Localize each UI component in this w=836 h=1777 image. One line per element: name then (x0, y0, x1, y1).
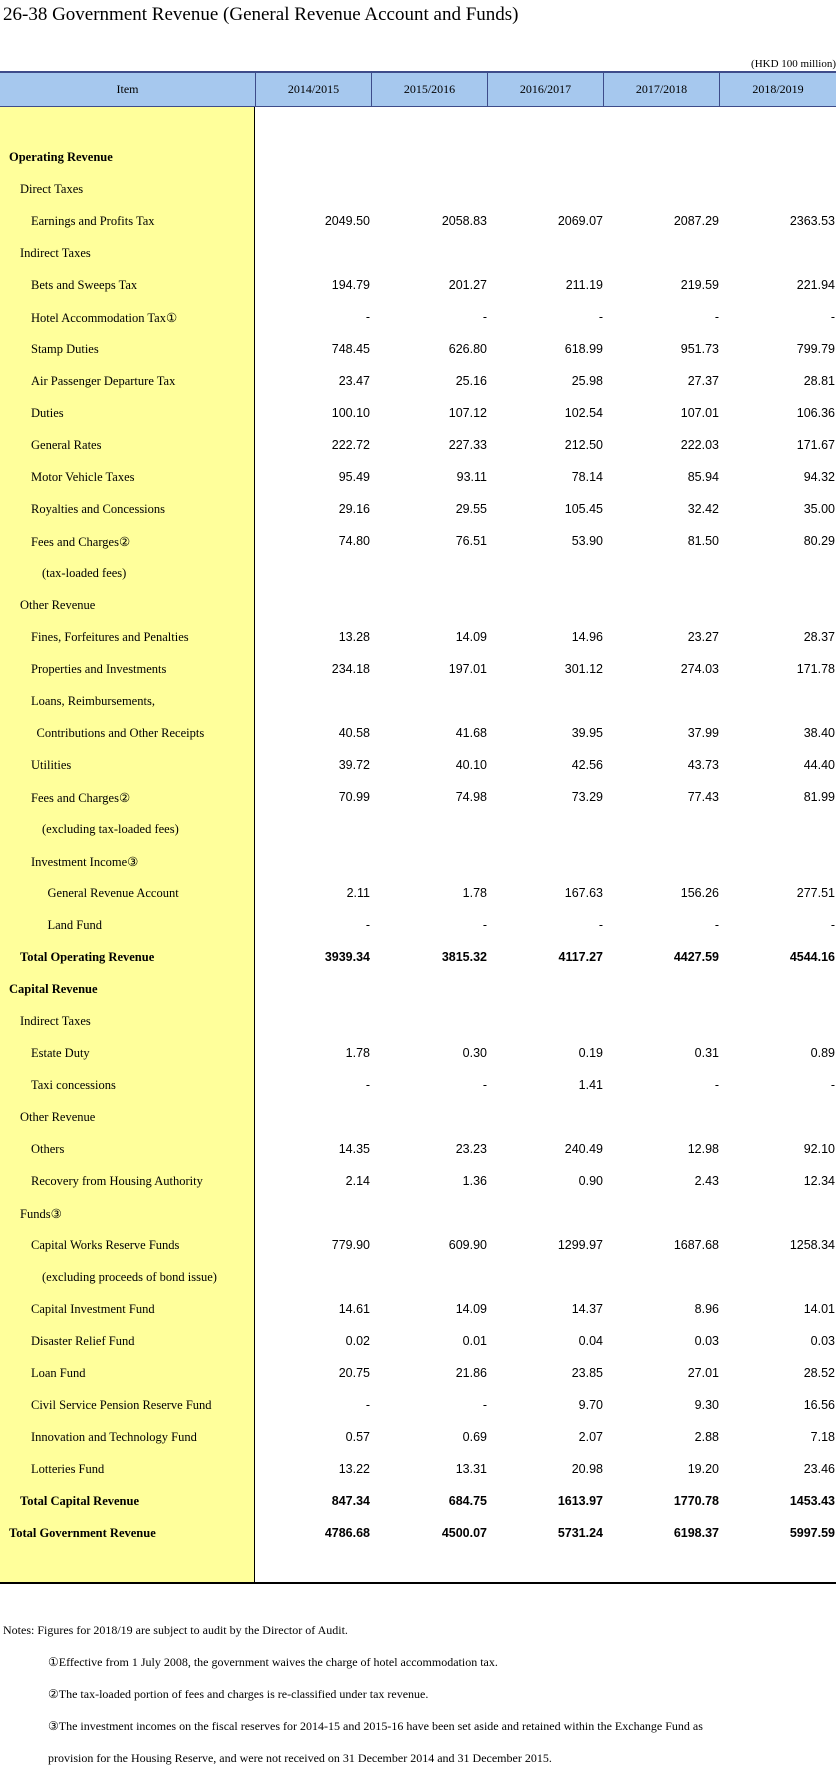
row-value: 38.40 (803, 726, 835, 740)
row-label: Earnings and Profits Tax (31, 214, 155, 228)
row-label: General Revenue Account (47, 886, 179, 900)
row-value: 100.10 (331, 406, 370, 420)
row-value: 194.79 (331, 278, 370, 292)
header-year-2015-2016: 2015/2016 (371, 73, 487, 106)
row-value: 39.72 (338, 758, 370, 772)
row-value: 74.80 (338, 534, 370, 548)
row-value: 0.01 (462, 1334, 487, 1348)
row-value: 12.98 (687, 1142, 719, 1156)
row-value: 93.11 (456, 470, 487, 484)
row-label: Motor Vehicle Taxes (31, 470, 135, 484)
row-label: Royalties and Concessions (31, 502, 166, 516)
table-row (0, 1166, 836, 1198)
row-value: 951.73 (680, 342, 719, 356)
row-value: 107.01 (680, 406, 719, 420)
row-value: 13.28 (338, 630, 370, 644)
row-value: 14.09 (455, 630, 487, 644)
row-value: - (714, 918, 719, 932)
row-label: Contributions and Other Receipts (36, 726, 205, 740)
row-value: 779.90 (331, 1238, 370, 1252)
row-label: (tax-loaded fees) (42, 566, 127, 580)
row-value: 76.51 (455, 534, 487, 548)
row-value: 171.78 (796, 662, 835, 676)
header-year-2017-2018: 2017/2018 (603, 73, 719, 106)
row-value: 1687.68 (673, 1238, 719, 1252)
row-value: 156.26 (680, 886, 719, 900)
row-value: 81.50 (687, 534, 719, 548)
row-label: Innovation and Technology Fund (31, 1430, 197, 1444)
row-value: 2.11 (346, 886, 370, 900)
row-label: Loan Fund (31, 1366, 86, 1380)
row-value: 222.72 (331, 438, 370, 452)
row-label: Utilities (31, 758, 72, 772)
table-row (0, 142, 836, 174)
row-value: 2.43 (694, 1174, 719, 1188)
row-value: 35.00 (803, 502, 835, 516)
table-row (0, 1262, 836, 1294)
row-value: 4117.27 (558, 950, 603, 964)
row-value: - (482, 1398, 487, 1412)
row-value: 618.99 (564, 342, 603, 356)
row-value: 1.36 (462, 1174, 487, 1188)
row-label: Taxi concessions (31, 1078, 116, 1092)
table-row (0, 1198, 836, 1230)
row-value: 40.10 (455, 758, 487, 772)
table-bottom-rule (0, 1582, 836, 1584)
row-value: 77.43 (687, 790, 719, 804)
table-row (0, 1358, 836, 1390)
row-value: 13.22 (338, 1462, 370, 1476)
row-value: 7.18 (810, 1430, 835, 1444)
row-value: 94.32 (803, 470, 835, 484)
row-value: 1299.97 (557, 1238, 603, 1252)
row-value: 4544.16 (789, 950, 835, 964)
table-row (0, 526, 836, 558)
row-value: 41.68 (455, 726, 487, 740)
row-value: 70.99 (338, 790, 370, 804)
row-label: Recovery from Housing Authority (31, 1174, 203, 1188)
table-row (0, 366, 836, 398)
table-row (0, 1326, 836, 1358)
row-value: 2087.29 (673, 214, 719, 228)
row-value: 14.61 (338, 1302, 370, 1316)
header-item: Item (116, 82, 139, 96)
header-year-2018-2019: 2018/2019 (719, 73, 836, 106)
row-value: - (714, 1078, 719, 1092)
table-row (0, 910, 836, 942)
row-value: 227.33 (448, 438, 487, 452)
row-value: 95.49 (338, 470, 370, 484)
row-value: 20.75 (338, 1366, 370, 1380)
row-value: 2.88 (694, 1430, 719, 1444)
row-value: 39.95 (571, 726, 603, 740)
table-row (0, 1390, 836, 1422)
table-row (0, 846, 836, 878)
row-value: 29.55 (455, 502, 487, 516)
note-3-continued: provision for the Housing Reserve, and were not received on 31 December 2014 and 31 December 2015. (48, 1751, 552, 1765)
row-label: Duties (31, 406, 64, 420)
row-value: - (365, 1398, 370, 1412)
header-year-2014-2015: 2014/2015 (255, 73, 371, 106)
row-value: 684.75 (448, 1494, 487, 1508)
row-value: 3939.34 (324, 950, 370, 964)
row-value: 221.94 (796, 278, 835, 292)
row-value: 85.94 (687, 470, 719, 484)
row-value: - (482, 1078, 487, 1092)
row-value: 301.12 (564, 662, 603, 676)
row-value: - (365, 1078, 370, 1092)
row-value: - (830, 310, 835, 324)
row-label: Operating Revenue (9, 150, 113, 164)
row-label: Total Operating Revenue (20, 950, 155, 964)
row-label: Capital Investment Fund (31, 1302, 155, 1316)
row-label: Total Capital Revenue (20, 1494, 139, 1508)
row-label: Bets and Sweeps Tax (31, 278, 138, 292)
row-value: 14.37 (571, 1302, 603, 1316)
table-row (0, 462, 836, 494)
row-value: 1.41 (578, 1078, 603, 1092)
table-row (0, 238, 836, 270)
row-value: 2058.83 (441, 214, 487, 228)
row-value: 23.85 (571, 1366, 603, 1380)
table-row (0, 174, 836, 206)
row-value: 626.80 (448, 342, 487, 356)
row-value: 2069.07 (557, 214, 603, 228)
row-value: 44.40 (803, 758, 835, 772)
table-row (0, 1230, 836, 1262)
row-value: 81.99 (803, 790, 835, 804)
row-value: 106.36 (796, 406, 835, 420)
row-value: 0.69 (462, 1430, 487, 1444)
table-row (0, 430, 836, 462)
row-value: 201.27 (448, 278, 487, 292)
row-label: Fines, Forfeitures and Penalties (31, 630, 189, 644)
row-value: 212.50 (564, 438, 603, 452)
row-value: - (365, 918, 370, 932)
row-value: 0.19 (578, 1046, 603, 1060)
table-row (0, 206, 836, 238)
row-label: Air Passenger Departure Tax (31, 374, 176, 388)
row-value: 23.46 (803, 1462, 835, 1476)
row-value: 197.01 (448, 662, 487, 676)
row-value: 0.57 (345, 1430, 370, 1444)
row-value: 847.34 (331, 1494, 370, 1508)
row-value: 2049.50 (324, 214, 370, 228)
row-label: Hotel Accommodation Tax① (31, 311, 178, 325)
row-label: Properties and Investments (31, 662, 167, 676)
row-value: 28.52 (803, 1366, 835, 1380)
row-value: 1613.97 (557, 1494, 603, 1508)
row-value: 78.14 (571, 470, 603, 484)
row-value: 211.19 (565, 278, 603, 292)
row-value: 1.78 (462, 886, 487, 900)
row-value: 609.90 (448, 1238, 487, 1252)
row-value: 9.70 (578, 1398, 603, 1412)
row-label: (excluding tax-loaded fees) (42, 822, 179, 836)
row-value: - (830, 918, 835, 932)
row-value: 1.78 (345, 1046, 370, 1060)
row-value: 74.98 (455, 790, 487, 804)
row-label: Direct Taxes (20, 182, 84, 196)
row-value: - (830, 1078, 835, 1092)
row-value: 80.29 (803, 534, 835, 548)
row-value: - (598, 918, 603, 932)
row-value: 6198.37 (673, 1526, 719, 1540)
row-value: 28.37 (803, 630, 835, 644)
row-value: 25.16 (455, 374, 487, 388)
row-value: 25.98 (571, 374, 603, 388)
row-label: Disaster Relief Fund (31, 1334, 135, 1348)
row-value: 42.56 (571, 758, 603, 772)
row-value: 102.54 (564, 406, 603, 420)
page-title: 26-38 Government Revenue (General Revenue Account and Funds) (3, 4, 519, 25)
row-label: (excluding proceeds of bond issue) (42, 1270, 217, 1284)
row-value: 32.42 (687, 502, 719, 516)
table-row (0, 590, 836, 622)
row-value: 5997.59 (789, 1526, 835, 1540)
table-row (0, 1006, 836, 1038)
table-row (0, 750, 836, 782)
table-row (0, 1294, 836, 1326)
row-value: 0.90 (578, 1174, 603, 1188)
table-row (0, 942, 836, 974)
row-value: 799.79 (796, 342, 835, 356)
table-row (0, 398, 836, 430)
row-label: Civil Service Pension Reserve Fund (31, 1398, 212, 1412)
row-value: 27.01 (687, 1366, 719, 1380)
row-value: - (482, 310, 487, 324)
table-row (0, 1102, 836, 1134)
row-value: 14.09 (455, 1302, 487, 1316)
row-value: 0.31 (694, 1046, 719, 1060)
row-value: 0.30 (462, 1046, 487, 1060)
row-label: Other Revenue (20, 598, 96, 612)
row-value: 53.90 (571, 534, 603, 548)
table-row (0, 686, 836, 718)
unit-label: (HKD 100 million) (751, 58, 836, 70)
row-value: 0.89 (810, 1046, 835, 1060)
table-row (0, 270, 836, 302)
table-row (0, 782, 836, 814)
row-value: 23.47 (338, 374, 370, 388)
row-label: Total Government Revenue (9, 1526, 156, 1540)
row-label: Investment Income③ (31, 855, 139, 869)
row-value: 2.14 (345, 1174, 370, 1188)
row-value: - (714, 310, 719, 324)
row-value: 4427.59 (673, 950, 719, 964)
table-row (0, 622, 836, 654)
row-value: 219.59 (680, 278, 719, 292)
table-row (0, 334, 836, 366)
row-value: 23.23 (455, 1142, 487, 1156)
row-label: Indirect Taxes (20, 1014, 91, 1028)
table-row (0, 302, 836, 334)
note-general: Notes: Figures for 2018/19 are subject to audit by the Director of Audit. (3, 1623, 348, 1637)
row-value: 5731.24 (557, 1526, 603, 1540)
table-row (0, 1454, 836, 1486)
row-value: 92.10 (803, 1142, 835, 1156)
row-value: 29.16 (338, 502, 370, 516)
note-1: ①Effective from 1 July 2008, the government waives the charge of hotel accommodation tax. (48, 1655, 498, 1669)
row-value: 167.63 (564, 886, 603, 900)
row-value: 23.27 (687, 630, 719, 644)
table-row (0, 1134, 836, 1166)
row-value: 14.35 (338, 1142, 370, 1156)
row-value: 27.37 (687, 374, 719, 388)
row-label: Lotteries Fund (31, 1462, 105, 1476)
table-row (0, 1422, 836, 1454)
row-value: 14.01 (803, 1302, 835, 1316)
row-value: 9.30 (694, 1398, 719, 1412)
row-value: 12.34 (803, 1174, 835, 1188)
row-label: Capital Works Reserve Funds (31, 1238, 180, 1252)
row-value: 0.03 (810, 1334, 835, 1348)
row-value: 14.96 (571, 630, 603, 644)
row-value: 4500.07 (441, 1526, 487, 1540)
row-value: 2363.53 (789, 214, 835, 228)
table-row (0, 1038, 836, 1070)
row-value: 274.03 (680, 662, 719, 676)
row-value: 1453.43 (789, 1494, 835, 1508)
table-row (0, 1486, 836, 1518)
row-value: 43.73 (687, 758, 719, 772)
row-label: Fees and Charges② (31, 535, 131, 549)
row-value: 234.18 (331, 662, 370, 676)
row-value: 0.04 (578, 1334, 603, 1348)
row-label: Other Revenue (20, 1110, 96, 1124)
row-value: 3815.32 (441, 950, 487, 964)
row-value: 21.86 (455, 1366, 487, 1380)
row-value: 73.29 (571, 790, 603, 804)
row-value: 0.03 (694, 1334, 719, 1348)
row-value: 8.96 (694, 1302, 719, 1316)
row-value: 16.56 (803, 1398, 835, 1412)
row-label: Others (31, 1142, 65, 1156)
row-value: 1770.78 (673, 1494, 719, 1508)
row-value: 222.03 (680, 438, 719, 452)
table-header (0, 71, 836, 107)
row-label: Estate Duty (31, 1046, 90, 1060)
row-value: - (598, 310, 603, 324)
row-value: 13.31 (455, 1462, 487, 1476)
row-value: 20.98 (571, 1462, 603, 1476)
row-label: Capital Revenue (9, 982, 98, 996)
table-row (0, 558, 836, 590)
row-value: 171.67 (796, 438, 835, 452)
table-row (0, 1518, 836, 1550)
row-value: 0.02 (345, 1334, 370, 1348)
table-row (0, 974, 836, 1006)
row-value: 37.99 (687, 726, 719, 740)
table-row (0, 814, 836, 846)
row-value: 107.12 (448, 406, 487, 420)
row-value: 748.45 (331, 342, 370, 356)
row-label: Land Fund (47, 918, 103, 932)
table-row (0, 1070, 836, 1102)
row-value: 19.20 (687, 1462, 719, 1476)
row-label: General Rates (31, 438, 102, 452)
row-value: 28.81 (803, 374, 835, 388)
table-row (0, 654, 836, 686)
note-2: ②The tax-loaded portion of fees and charges is re-classified under tax revenue. (48, 1687, 429, 1701)
table-row (0, 878, 836, 910)
row-value: 240.49 (564, 1142, 603, 1156)
row-value: - (365, 310, 370, 324)
table-row (0, 494, 836, 526)
row-label: Stamp Duties (31, 342, 99, 356)
row-value: 105.45 (564, 502, 603, 516)
row-label: Loans, Reimbursements, (31, 694, 155, 708)
row-value: 277.51 (796, 886, 835, 900)
row-label: Funds③ (20, 1207, 62, 1221)
row-value: 40.58 (338, 726, 370, 740)
row-value: 2.07 (578, 1430, 603, 1444)
note-3: ③The investment incomes on the fiscal reserves for 2014-15 and 2015-16 have been set aside and retained within the Exchange Fund as (48, 1719, 703, 1733)
row-value: - (482, 918, 487, 932)
row-value: 1258.34 (789, 1238, 835, 1252)
row-label: Indirect Taxes (20, 246, 91, 260)
row-value: 4786.68 (324, 1526, 370, 1540)
row-label: Fees and Charges② (31, 791, 131, 805)
header-year-2016-2017: 2016/2017 (487, 73, 603, 106)
table-row (0, 718, 836, 750)
